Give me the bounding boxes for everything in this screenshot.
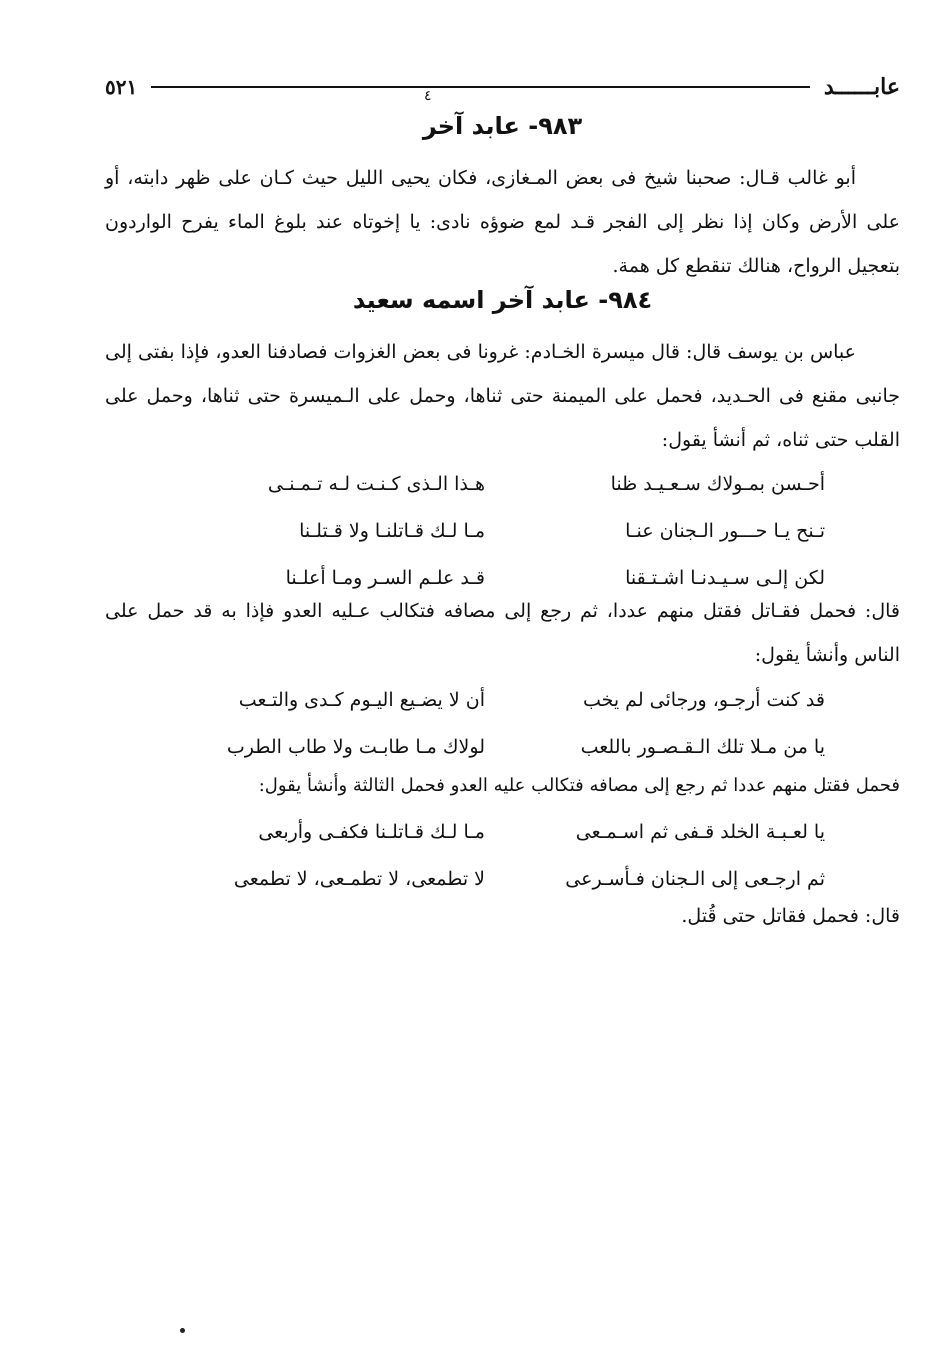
paragraph-text: قال: فحمل فقاتل حتى قُتل. — [681, 905, 900, 927]
entry-984-third — [105, 764, 900, 808]
verse-right-hemistich: يا لعـبـة الخلد قـفى ثم اسـمـعى — [575, 820, 825, 843]
verse-left-hemistich: لولاك مـا طابـت ولا طاب الطرب — [226, 735, 485, 758]
page-header — [105, 70, 900, 104]
entry-984-closing — [105, 894, 900, 938]
verse-line — [105, 460, 900, 507]
entry-984-intro — [105, 330, 900, 462]
verse-left-hemistich: هـذا الـذى كـنـت لـه تـمـنـى — [267, 472, 485, 495]
entry-983-paragraph — [105, 156, 900, 288]
verse-left-hemistich: قـد علـم السـر ومـا أعلـنا — [285, 566, 485, 589]
verse-block-3 — [105, 808, 900, 902]
verse-block-2 — [105, 676, 900, 770]
top-mark: ٤ — [424, 88, 432, 104]
page-speck — [180, 1328, 185, 1333]
entry-heading-984: ٩٨٤- عابد آخر اسمه سعيد — [352, 286, 653, 314]
verse-left-hemistich: أن لا يضـيع اليـوم كـدى والتـعب — [238, 688, 485, 711]
paragraph-text: أبو غالب قـال: صحبنا شيخ فى بعض المـغازى، فكان يحيى الليل حيث كـان على ظهر دابته، أو على الأرض وكان إذا نظر إلى الفجر قـد لمع ضوؤه نادى: يا إخوتاه عند بلوغ الماء يفرح الواردون بتعجيل الرواح، هنالك تنقطع كل همة. — [105, 167, 900, 277]
verse-right-hemistich: ثم ارجـعى إلى الـجنان فـأسـرعى — [565, 867, 825, 890]
verse-line — [105, 507, 900, 554]
paragraph-text: عباس بن يوسف قال: قال ميسرة الخـادم: غرونا فى بعض الغزوات فصادفنا العدو، فإذا بفتى إلى جانبى مقنع فى الحـديد، فحمل على الميمنة حتى ثناها، وحمل على الـميسرة حتى ثناها، وحمل على القلب حتى ثناه، ثم أنشأ يقول: — [105, 341, 900, 451]
verse-left-hemistich: لا تطمعى، لا تطمـعى، لا تطمعى — [233, 867, 485, 890]
page-number: ٥٢١ — [105, 75, 138, 99]
verse-left-hemistich: مـا لـك قـاتلـنا فكفـى وأربعى — [258, 820, 485, 843]
paragraph-text: قال: فحمل فقـاتل فقتل منهم عددا، ثم رجع إلى مصافه فتكالب عـليه العدو فإذا به قد حمل على الناس وأنشأ يقول: — [105, 600, 900, 666]
verse-left-hemistich: مـا لـك قـاتلنـا ولا قـتلـنا — [299, 519, 485, 542]
verse-right-hemistich: تـنح يـا حـــور الـجنان عنـا — [625, 519, 825, 542]
verse-line — [105, 808, 900, 855]
verse-line — [105, 723, 900, 770]
paragraph-text: فحمل فقتل منهم عددا ثم رجع إلى مصافه فتكالب عليه العدو فحمل الثالثة وأنشأ يقول: — [258, 775, 900, 796]
verse-right-hemistich: أحـسن بمـولاك سـعـيـد ظنا — [610, 472, 825, 495]
entry-984-middle — [105, 589, 900, 677]
running-title: عابــــــد — [823, 74, 900, 100]
verse-block-1 — [105, 460, 900, 601]
verse-line — [105, 676, 900, 723]
verse-right-hemistich: لكن إلـى سـيـدنـا اشـتـقنا — [625, 566, 825, 589]
verse-right-hemistich: يا من مـلا تلك الـقـصـور باللعب — [580, 735, 825, 758]
entry-heading-983: ٩٨٣- عابد آخر — [422, 112, 583, 140]
header-rule — [151, 86, 810, 88]
verse-right-hemistich: قد كنت أرجـو، ورجائى لم يخب — [582, 688, 825, 711]
